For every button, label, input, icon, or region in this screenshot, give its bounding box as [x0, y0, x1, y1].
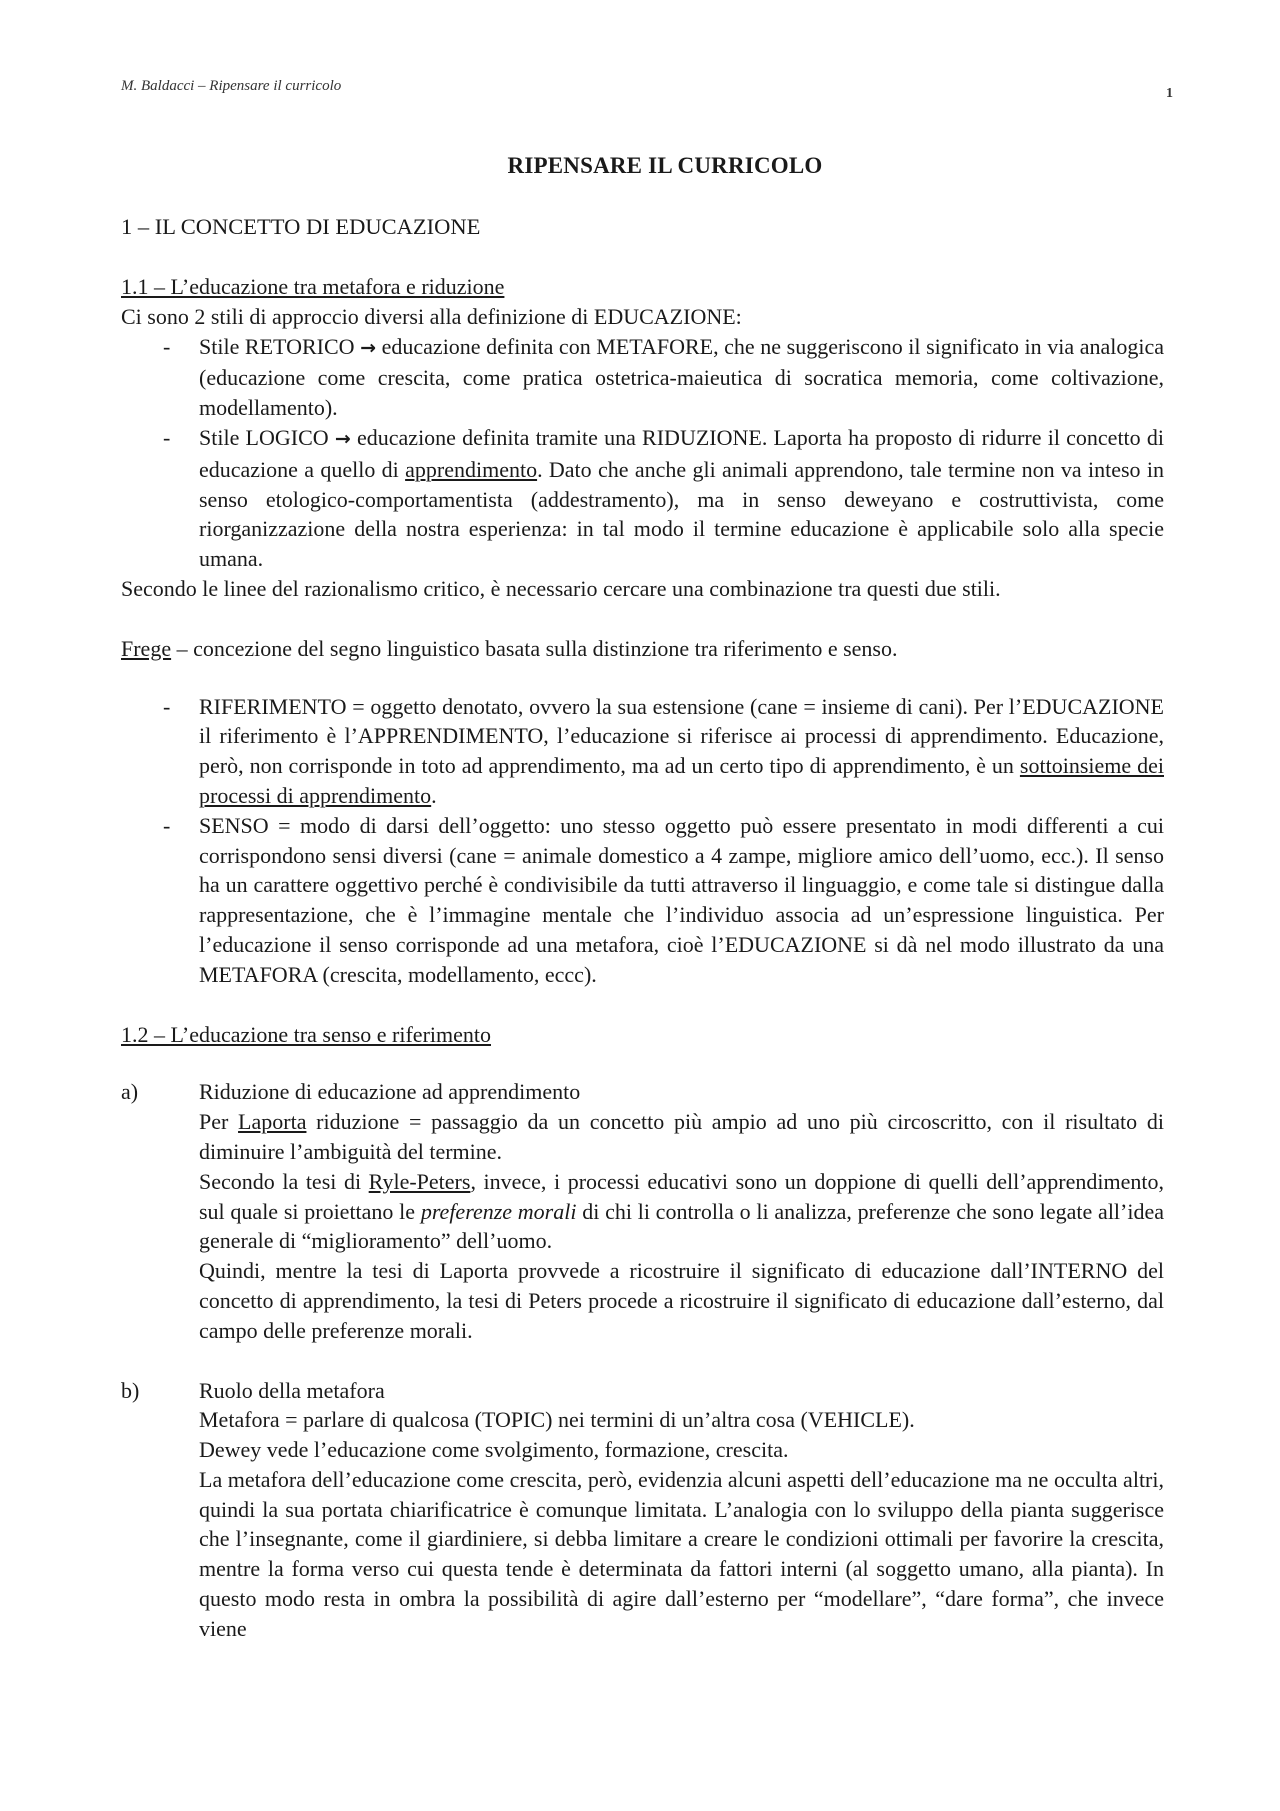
style-description: educazione definita tramite una RIDUZIONE. Laporta ha proposto di ridurre il concetto di educazione a quello di — [199, 424, 1164, 482]
ryle-peters-paragraph: Secondo la tesi di Ryle-Peters, invece, i processi educativi sono un doppione di quelli dell’apprendimento, sul quale si proiettano le preferenze morali di chi li controlla o li analizza, preferenze che sono legate all’idea generale di “miglioramento” dell’uomo. — [199, 1168, 1165, 1254]
italic-term: preferenze morali — [420, 1198, 577, 1224]
metafora-definition: Metafora = parlare di qualcosa (TOPIC) nei termini di un’altra cosa (VEHICLE). — [199, 1407, 915, 1433]
list-item-text — [199, 332, 1164, 423]
style-label: Stile LOGICO — [199, 424, 329, 450]
intro-paragraph: Ci sono 2 stili di approccio diversi alla definizione di EDUCAZIONE: — [121, 303, 742, 329]
list-item-riferimento — [121, 692, 1164, 811]
frege-name: Frege — [121, 635, 172, 661]
quindi-paragraph: Quindi, mentre la tesi di Laporta provvede a ricostruire il significato di educazione dall’INTERNO del concetto di apprendimento, la tesi di Peters procede a ricostruire il significato di educazione dall’esterno, dal campo delle preferenze morali. — [199, 1258, 1164, 1343]
arrow-right-icon: → — [334, 427, 351, 450]
section-heading-1-2: 1.2 – L’educazione tra senso e riferimento — [121, 1021, 491, 1047]
document-title: RIPENSARE IL CURRICOLO — [507, 153, 823, 178]
riferimento-end: . — [431, 782, 437, 808]
frege-text: – concezione del segno linguistico basata sulla distinzione tra riferimento e senso. — [171, 635, 898, 661]
style-label: Stile RETORICO — [199, 333, 355, 359]
item-title: Ruolo della metafora — [199, 1377, 385, 1403]
list-item-body — [199, 1376, 1164, 1644]
list-item-a — [121, 1077, 1164, 1345]
underlined-term: sottoinsieme dei processi di apprendimento — [199, 753, 1164, 808]
underlined-term: Laporta — [238, 1109, 307, 1135]
style-description: educazione definita con METAFORE, che ne suggeriscono il significato in via analogica (educazione come crescita, come pratica ostetrica-maieutica di socratica memoria, come coltivazione, modellamento). — [199, 333, 1165, 421]
laporta-paragraph: Per Laporta riduzione = passaggio da un concetto più ampio ad uno più circoscritto, con il risultato di diminuire l’ambiguità del termine. — [199, 1109, 1164, 1164]
style-description-cont: . Dato che anche gli animali apprendono, tale termine non va inteso in senso etologico-comportamentista (addestramento), ma in senso deweyano e costruttivista, come riorganizzazione della nostra esperienza: in tal modo il termine educazione è applicabile solo alla specie umana. — [199, 456, 1164, 572]
list-item-body — [199, 1077, 1164, 1345]
running-header: M. Baldacci – Ripensare il curricolo — [121, 78, 342, 94]
chapter-heading: 1 – IL CONCETTO DI EDUCAZIONE — [121, 214, 481, 239]
section-heading-1-1: 1.1 – L’educazione tra metafora e riduzione — [121, 274, 505, 299]
dash-bullet: - — [163, 812, 171, 838]
page-number: 1 — [1166, 86, 1173, 101]
closing-paragraph: Secondo le linee del razionalismo critico, è necessario cercare una combinazione tra questi due stili. — [121, 575, 1001, 601]
crescita-paragraph: La metafora dell’educazione come crescita, però, evidenzia alcuni aspetti dell’educazione ma ne occulta altri, quindi la sua portata chiarificatrice è comunque limitata. L’analogia con lo sviluppo della pianta suggerisce che l’insegnante, come il giardiniere, si debba limitare a creare le condizioni ottimali per favorire la crescita, mentre la forma verso cui questa tende è determinata da fattori interni (al soggetto umano, alla pianta). In questo modo resta in ombra la possibilità di agire dall’esterno per “modellare”, “dare forma”, che invece viene — [199, 1466, 1164, 1641]
dash-bullet: - — [163, 693, 171, 719]
riferimento-text: RIFERIMENTO = oggetto denotato, ovvero la sua estensione (cane = insieme di cani). Per l’EDUCAZIONE il riferimento è l’APPRENDIMENTO, l’educazione si riferisce ai processi di apprendimento. Educazione, però, non corrisponde in toto ad apprendimento, ma ad un certo tipo di apprendimento, è un — [199, 693, 1164, 779]
list-item-senso — [121, 811, 1164, 990]
underlined-term: Ryle-Peters — [368, 1168, 471, 1194]
list-marker: b) — [121, 1377, 140, 1403]
list-item-text — [199, 423, 1164, 574]
dewey-paragraph: Dewey vede l’educazione come svolgimento, formazione, crescita. — [199, 1437, 789, 1463]
list-item-b — [121, 1376, 1164, 1644]
frege-paragraph — [121, 634, 1164, 664]
arrow-right-icon: → — [360, 336, 377, 359]
list-item-text: SENSO = modo di darsi dell’oggetto: uno stesso oggetto può essere presentato in modi differenti a cui corrispondono sensi diversi (cane = animale domestico a 4 zampe, migliore amico dell’uomo, ecc.). Il senso ha un carattere oggettivo perché è condivisibile da tutti attraverso il linguaggio, e come tale si distingue dalla rappresentazione, che è l’immagine mentale che l’individuo associa ad un’espressione linguistica. Per l’educazione il senso corrisponde ad una metafora, cioè l’EDUCAZIONE si dà nel modo illustrato da una METAFORA (crescita, modellamento, eccc). — [199, 812, 1164, 987]
list-item-logico — [121, 423, 1164, 574]
list-item-retorico — [121, 332, 1164, 423]
list-marker: a) — [121, 1079, 139, 1105]
list-item-text — [199, 692, 1164, 811]
underlined-term: apprendimento — [405, 456, 538, 482]
dash-bullet: - — [163, 333, 171, 359]
dash-bullet: - — [163, 424, 171, 450]
document-body — [121, 272, 1164, 1644]
item-title: Riduzione di educazione ad apprendimento — [199, 1079, 581, 1105]
